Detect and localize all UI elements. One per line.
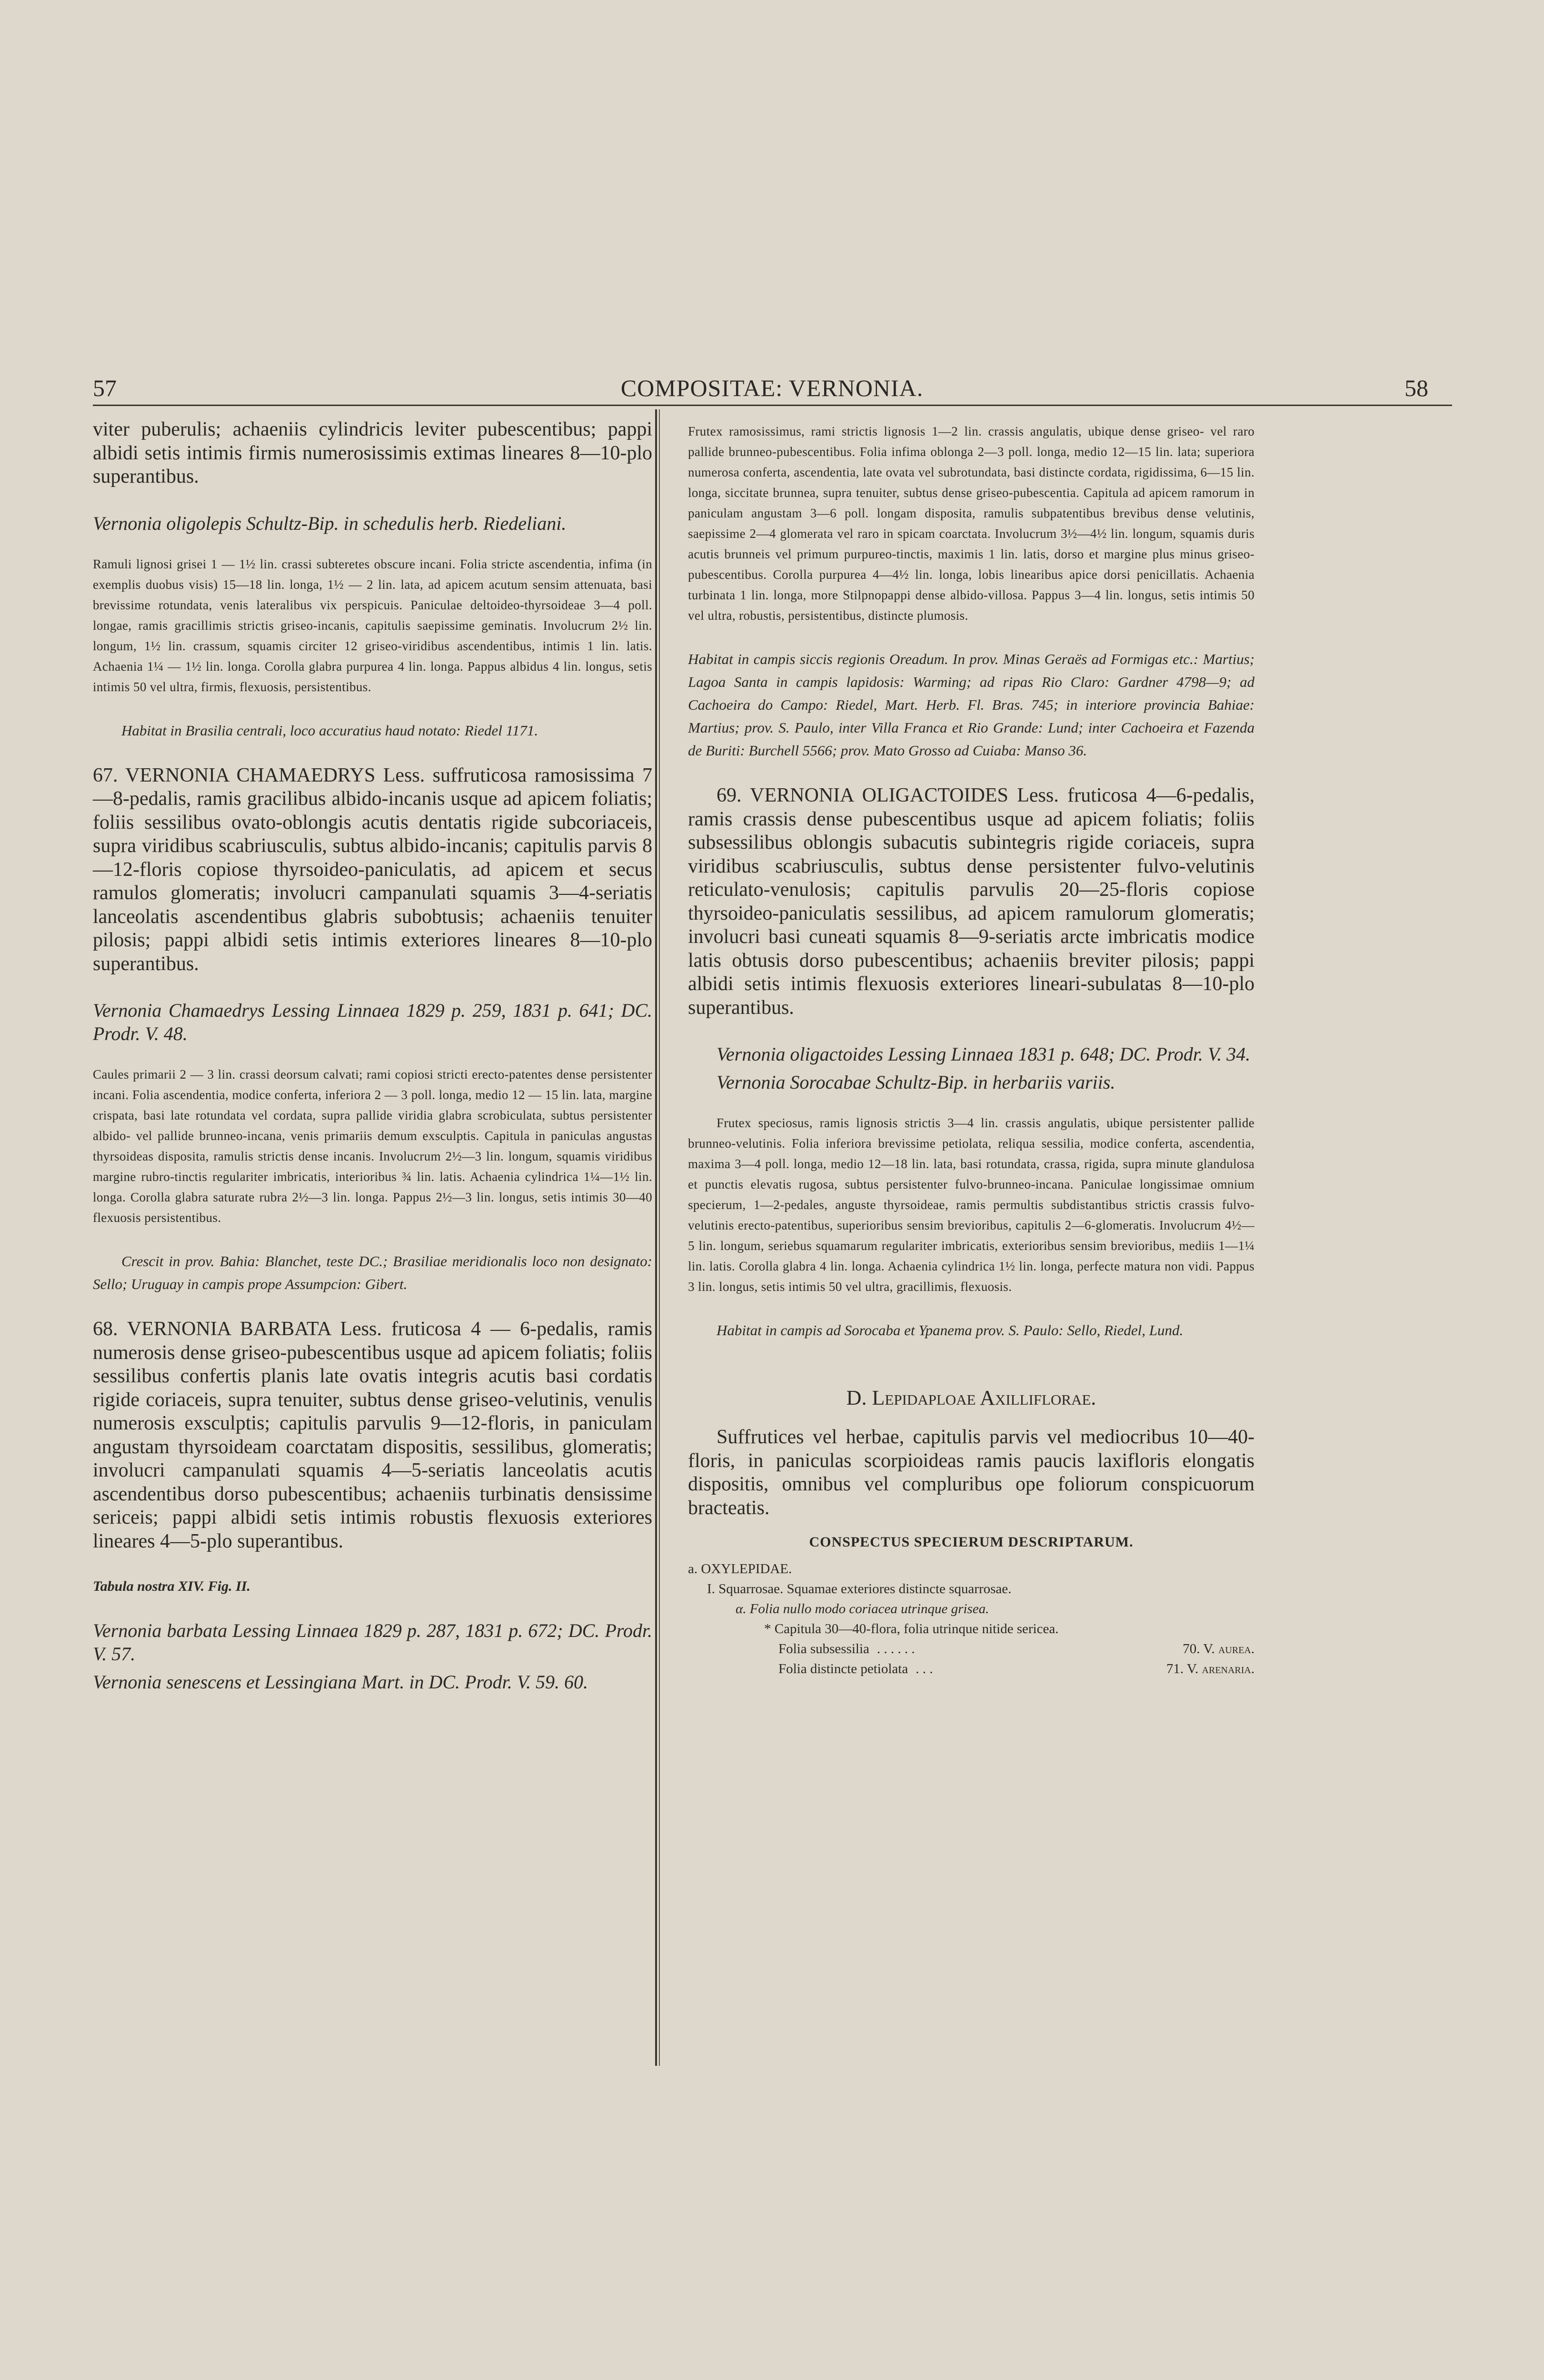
key-leaf-species: 71. V. arenaria. (1166, 1661, 1255, 1676)
right-column (688, 421, 1255, 1679)
species-67-diagnosis: 67. VERNONIA CHAMAEDRYS Less. suffruticosa ramosissima 7—8-pedalis, ramis gracilibus albido-incanis usque ad apicem foliatis; foliis sessilibus ovato-oblongis acutis dentatis rigide subcoriaceis, supra viridibus scabriusculis, subtus albido-incanis; capitulis parvis 8—12-floris copiose thyrsoideo-paniculatis, ad apicem et secus ramulos glomeratis; involucri campanulati squamis 3—4-seriatis lanceolatis ascendentibus glabris subobtusis; achaeniis tenuiter pilosis; pappi albidi setis intimis exteriores lineares 8—10-plo superantibus. (93, 764, 652, 975)
habitat-69: Habitat in campis ad Sorocaba et Ypanema prov. S. Paulo: Sello, Riedel, Lund. (717, 1322, 1184, 1339)
running-title: COMPOSITAE: VERNONIA. (620, 375, 924, 401)
conspectus-title: CONSPECTUS SPECIERUM DESCRIPTARUM. (809, 1534, 1134, 1550)
key-leaf-text: Folia distincte petiolata (778, 1661, 908, 1676)
page-number-left: 57 (93, 375, 117, 401)
key-leaf-species: 70. V. aurea. (1183, 1641, 1255, 1656)
key-group-a: a. OXYLEPIDAE. (688, 1561, 792, 1577)
key-leaf-dots: . . . (916, 1661, 933, 1676)
key-group-star: * Capitula 30—40-flora, folia utrinque nitide sericea. (764, 1621, 1059, 1636)
description-69: Frutex speciosus, ramis lignosis strictis 3—4 lin. crassis angulatis, ubique persistenter pallide brunneo-velutinis. Folia inferiora brevissime petiolata, reliqua sessilia, modice conferta, ascendentia, maxima 3—4 poll. longa, medio 12—18 lin. lata, basi rotundata, crassa, rigida, supra minute glandulosa et punctis elevatis rugosa, subtus persistenter fulvo-brunneo-incana. Paniculae longissimae omnium specierum, 1—2-pedales, anguste thyrsoideae, ramis permultis subdistantibus strictis crassis fulvo-velutinis erecto-patentibus, superioribus sensim brevioribus, capitulis 2—6-glomeratis. Involucrum 4½—5 lin. longum, seriebus squamarum regulariter imbricatis, exterioribus sensim brevioribus, mediis 1—1¼ lin. latis. Corolla glabra 4 lin. longa. Achaenia cylindrica 1½ lin. longa, perfecte matura non vidi. Pappus 3 lin. longus, setis intimis 50 vel ultra, gracillimis, flexuosis. (688, 1116, 1255, 1294)
column-divider (655, 409, 657, 2066)
synonym-oligolepis: Vernonia oligolepis Schultz-Bip. in schedulis herb. Riedeliani. (93, 512, 567, 534)
habitat-oligolepis: Habitat in Brasilia centrali, loco accuratius haud notato: Riedel 1171. (121, 722, 538, 739)
description-67: Caules primarii 2 — 3 lin. crassi deorsum calvati; rami copiosi stricti erecto-patentes dense persistenter incani. Folia ascendentia, modice conferta, inferiora 2 — 3 poll. longa, medio 12 — 15 lin. lata, margine crispata, basi late rotundata vel cordata, supra pallide viridia glabra scrobiculata, subtus persistenter albido- vel pallide brunneo-incana, venis primariis demum exsculptis. Capitula in paniculas angustas thyrsoideas disposita, ramulis strictis dense incanis. Involucrum 2½—3 lin. longum, squamis viridibus margine rubro-tinctis regulariter imbricatis, interioribus ¾ lin. latis. Achaenia cylindrica 1¼—1½ lin. longa. Corolla glabra saturate rubra 2½—3 lin. longa. Pappus 2½—3 lin. longus, setis intimis 30—40 flexuosis persistentibus. (93, 1067, 652, 1225)
species-68-diagnosis: 68. VERNONIA BARBATA Less. fruticosa 4 — 6-pedalis, ramis numerosis dense griseo-pubescentibus usque ad apicem foliatis; foliis sessilibus confertis planis late ovatis integris acutis basi cordatis rigide coriaceis, supra tenuiter, subtus dense griseo-velutinis, venulis numerosis exsculptis; capitulis parvulis 9—12-floris, in paniculam angustam thyrsoideam coarctatam dispositis, sessilibus, glomeratis; involucri campanulati squamis 4—5-seriatis lanceolatis acutis ascendentibus dorso pubescentibus; achaeniis turbinatis densissime sericeis; pappi albidi setis intimis robustis flexuosis exteriores lineares 4—5-plo superantibus. (93, 1318, 652, 1552)
habitat-67: Crescit in prov. Bahia: Blanchet, teste DC.; Brasiliae meridionalis loco non designato: Sello; Uruguay in campis prope Assumpcion: Gibert. (93, 1253, 652, 1292)
column-divider-inner (659, 409, 660, 2066)
species-69-diagnosis: 69. VERNONIA OLIGACTOIDES Less. fruticosa 4—6-pedalis, ramis crassis dense pubescentibus usque ad apicem foliatis; foliis subsessilibus oblongis subacutis subintegris rigide coriaceis, supra viridibus scabriusculis, subtus dense persistenter fulvo-velutinis reticulato-venulosis; capitulis parvulis 20—25-floris copiose thyrsoideo-paniculatis sessilibus, ad apicem ramulorum glomeratis; involucri basi cuneati squamis 8—9-seriatis arcte imbricatis modice latis obtusis dorso pubescentibus; achaeniis breviter pilosis; pappi albidi setis intimis flexuosis exteriores lineari-subulatas 8—10-plo superantibus. (688, 784, 1255, 1019)
key-group-alpha: α. Folia nullo modo coriacea utrinque grisea. (736, 1601, 989, 1616)
key-leaf-dots: . . . . . . (877, 1641, 915, 1656)
key-leaf-text: Folia subsessilia (778, 1641, 869, 1656)
header-rule (93, 405, 1452, 406)
habitat-68: Habitat in campis siccis regionis Oreadum. In prov. Minas Geraës ad Formigas etc.: Martius; Lagoa Santa in campis lapidosis: Warming; ad ripas Rio Claro: Gardner 4798—9; ad Cachoeira do Campo: Riedel, Mart. Herb. Fl. Bras. 745; in interiore provincia Bahiae: Martius; prov. S. Paulo, inter Villa Franca et Rio Grande: Lund; inter Cachoeira et Fazenda de Buriti: Burchell 5566; prov. Mato Grosso ad Cuiaba: Manso 36. (688, 651, 1255, 759)
section-title: D. Lepidaploae Axilliflorae. (846, 1386, 1096, 1409)
page-number-right: 58 (1405, 375, 1428, 401)
key-group-i: I. Squarrosae. Squamae exteriores distincte squarrosae. (707, 1581, 1012, 1597)
section-description: Suffrutices vel herbae, capitulis parvis vel mediocribus 10—40-floris, in paniculas scorpioideas ramis paucis laxifloris elongatis dispositis, omnibus vel compluribus ope foliorum conspicuorum bracteatis. (688, 1426, 1255, 1519)
key-leaf-aurea (688, 1639, 1255, 1659)
plate-reference-68: Tabula nostra XIV. Fig. II. (93, 1578, 250, 1594)
citation-69b: Vernonia Sorocabae Schultz-Bip. in herbariis variis. (717, 1071, 1116, 1093)
continued-diagnosis: viter puberulis; achaeniis cylindricis leviter pubescentibus; pappi albidi setis intimis firmis numerosissimis extimas lineares 8—10-plo superantibus. (93, 418, 652, 487)
description-68: Frutex ramosissimus, rami strictis lignosis 1—2 lin. crassis angulatis, ubique dense griseo- vel raro pallide brunneo-pubescentibus. Folia infima oblonga 2—3 poll. longa, medio 12—15 lin. lata; superiora numerosa conferta, ascendentia, late ovata vel subrotundata, basi distincte cordata, rigidissima, 6—15 lin. longa, siccitate brunnea, supra tenuiter, subtus dense griseo-pubescentia. Capitula ad apicem ramorum in paniculam angustam 3—6 poll. longam disposita, ramulis subpatentibus brevibus dense velutinis, saepissime 2—4 glomerata vel raro in spicam coarctata. Involucrum 3½—4½ lin. longum, squamis duris acutis brunneis vel primum purpureo-tinctis, maximis 1 lin. latis, dorso et margine plus minus griseo-pubescentibus. Corolla purpurea 4—4½ lin. longa, lobis linearibus apice dorsi penicillatis. Achaenia turbinata 1 lin. longa, more Stilpnopappi dense albido-villosa. Pappus 3—4 lin. longus, setis intimis 50 vel ultra, robustis, persistentibus, distincte plumosis. (688, 424, 1255, 623)
citation-68b: Vernonia senescens et Lessingiana Mart. in DC. Prodr. V. 59. 60. (93, 1671, 588, 1693)
citation-68a: Vernonia barbata Lessing Linnaea 1829 p. 287, 1831 p. 672; DC. Prodr. V. 57. (93, 1620, 652, 1665)
citation-67: Vernonia Chamaedrys Lessing Linnaea 1829 p. 259, 1831 p. 641; DC. Prodr. V. 48. (93, 1000, 652, 1044)
description-oligolepis: Ramuli lignosi grisei 1 — 1½ lin. crassi subteretes obscure incani. Folia stricte ascendentia, infima (in exemplis duobus visis) 15—18 lin. longa, 1½ — 2 lin. lata, ad apicem acutum sensim attenuata, basi brevissime rotundata, venis lateralibus vix perspicuis. Paniculae deltoideo-thyrsoideae 3—4 poll. longae, ramis gracillimis strictis griseo-incanis, capitulis saepissime geminatis. Involucrum 2½ lin. longum, 1½ lin. crassum, squamis circiter 12 griseo-viridibus ascendentibus, intimis 1 lin. latis. Achaenia 1¼ — 1½ lin. longa. Corolla glabra purpurea 4 lin. longa. Pappus albidus 4 lin. longus, setis intimis 50 vel ultra, firmis, flexuosis, persistentibus. (93, 556, 652, 694)
key-leaf-arenaria (688, 1659, 1255, 1679)
left-column (93, 418, 652, 1713)
citation-69a: Vernonia oligactoides Lessing Linnaea 1831 p. 648; DC. Prodr. V. 34. (717, 1043, 1251, 1065)
